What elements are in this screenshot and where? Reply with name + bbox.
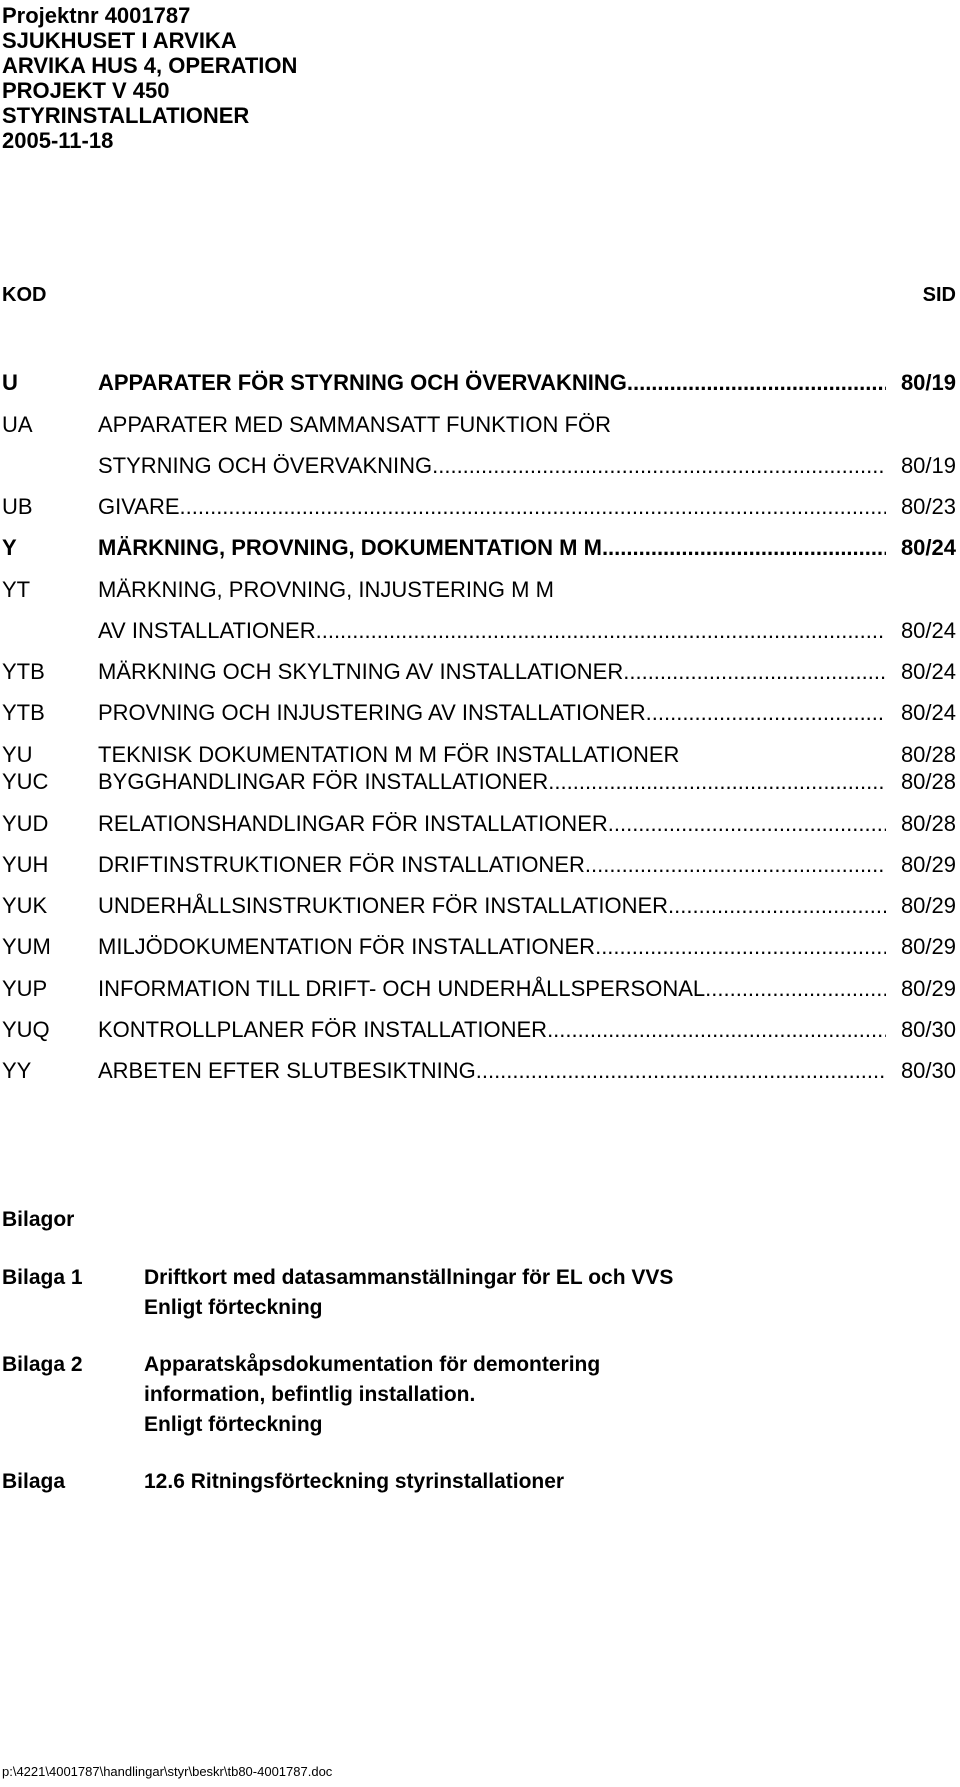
toc-code: YY bbox=[2, 1058, 32, 1083]
toc-row bbox=[0, 411, 956, 439]
toc-page: 80/19 bbox=[900, 370, 956, 395]
document-date: 2005-11-18 bbox=[2, 128, 114, 153]
toc-page: 80/29 bbox=[900, 852, 956, 877]
toc-page: 80/24 bbox=[900, 618, 956, 643]
toc-page: 80/19 bbox=[900, 453, 956, 478]
toc-row bbox=[0, 1016, 956, 1044]
toc-title: TEKNISK DOKUMENTATION M M FÖR INSTALLATIONER bbox=[98, 742, 680, 767]
document-header bbox=[2, 3, 297, 153]
toc-title: BYGGHANDLINGAR FÖR INSTALLATIONER ..... bbox=[98, 768, 886, 796]
toc-code: YTB bbox=[2, 659, 45, 684]
toc-code: YUP bbox=[2, 976, 48, 1001]
toc-page: 80/30 bbox=[900, 1017, 956, 1042]
toc-row bbox=[0, 1057, 956, 1085]
toc-row bbox=[0, 768, 956, 796]
toc-page: 80/30 bbox=[900, 1058, 956, 1083]
toc-page: 80/29 bbox=[900, 893, 956, 918]
page-column-header: SID bbox=[922, 284, 956, 306]
toc-page: 80/29 bbox=[900, 934, 956, 959]
attachment-line: information, befintlig installation. bbox=[144, 1383, 476, 1406]
toc-title: MÄRKNING, PROVNING, INJUSTERING M M bbox=[98, 577, 554, 602]
toc-title: UNDERHÅLLSINSTRUKTIONER FÖR INSTALLATIONER ..... bbox=[98, 892, 886, 920]
building-name: ARVIKA HUS 4, OPERATION bbox=[2, 53, 298, 78]
toc-page: 80/29 bbox=[900, 976, 956, 1001]
toc-title: ARBETEN EFTER SLUTBESIKTNING ..... bbox=[98, 1057, 886, 1085]
toc-row bbox=[0, 493, 956, 521]
toc-code: YUM bbox=[2, 934, 51, 959]
toc-row bbox=[0, 933, 956, 961]
toc-code: U bbox=[2, 370, 18, 395]
attachments-heading: Bilagor bbox=[2, 1208, 75, 1231]
toc-row bbox=[0, 534, 956, 562]
attachment-description bbox=[144, 1467, 564, 1497]
toc-title: DRIFTINSTRUKTIONER FÖR INSTALLATIONER ..... bbox=[98, 851, 886, 879]
toc-title: RELATIONSHANDLINGAR FÖR INSTALLATIONER ..... bbox=[98, 810, 886, 838]
toc-row bbox=[0, 369, 956, 397]
toc-row bbox=[0, 851, 956, 879]
attachment-label: Bilaga 2 bbox=[2, 1353, 83, 1376]
toc-code: YUH bbox=[2, 852, 49, 877]
toc-code: YUC bbox=[2, 769, 49, 794]
attachment-label: Bilaga 1 bbox=[2, 1266, 83, 1289]
toc-row bbox=[0, 452, 956, 480]
toc-row bbox=[0, 617, 956, 645]
toc-row bbox=[0, 658, 956, 686]
toc-row bbox=[0, 741, 956, 769]
toc-row bbox=[0, 810, 956, 838]
attachment-description bbox=[144, 1350, 600, 1440]
toc-title: MILJÖDOKUMENTATION FÖR INSTALLATIONER ..... bbox=[98, 933, 886, 961]
toc-title: KONTROLLPLANER FÖR INSTALLATIONER ..... bbox=[98, 1016, 886, 1044]
toc-column-headers bbox=[2, 283, 956, 307]
toc-title: APPARATER FÖR STYRNING OCH ÖVERVAKNING ..... bbox=[98, 369, 886, 397]
toc-page: 80/24 bbox=[900, 700, 956, 725]
project-number: Projektnr 4001787 bbox=[2, 3, 191, 28]
toc-page: 80/28 bbox=[900, 742, 956, 767]
attachment-line: Driftkort med datasammanställningar för EL och VVS bbox=[144, 1266, 674, 1289]
toc-page: 80/28 bbox=[900, 769, 956, 794]
toc-code: YUK bbox=[2, 893, 48, 918]
toc-title: STYRNING OCH ÖVERVAKNING ..... bbox=[98, 452, 886, 480]
toc-title: APPARATER MED SAMMANSATT FUNKTION FÖR bbox=[98, 412, 611, 437]
toc-page: 80/24 bbox=[900, 659, 956, 684]
attachment-line: Enligt förteckning bbox=[144, 1296, 323, 1319]
toc-row bbox=[0, 975, 956, 1003]
toc-page: 80/28 bbox=[900, 811, 956, 836]
document-subject: STYRINSTALLATIONER bbox=[2, 103, 250, 128]
toc-code: YT bbox=[2, 577, 31, 602]
attachment-line: Enligt förteckning bbox=[144, 1413, 323, 1436]
toc-code: YU bbox=[2, 742, 33, 767]
project-code: PROJEKT V 450 bbox=[2, 78, 170, 103]
toc-code: YTB bbox=[2, 700, 45, 725]
toc-title: GIVARE ..... bbox=[98, 493, 886, 521]
toc-title: INFORMATION TILL DRIFT- OCH UNDERHÅLLSPERSONAL ..... bbox=[98, 975, 886, 1003]
toc-code: UA bbox=[2, 412, 33, 437]
toc-title: MÄRKNING, PROVNING, DOKUMENTATION M M ..... bbox=[98, 534, 886, 562]
toc-title: AV INSTALLATIONER ..... bbox=[98, 617, 886, 645]
attachment-line: 12.6 Ritningsförteckning styrinstallationer bbox=[144, 1470, 565, 1493]
toc-code: YUQ bbox=[2, 1017, 50, 1042]
attachment-description bbox=[144, 1263, 673, 1323]
toc-title: MÄRKNING OCH SKYLTNING AV INSTALLATIONER ..... bbox=[98, 658, 886, 686]
toc-code: YUD bbox=[2, 811, 49, 836]
code-column-header: KOD bbox=[2, 284, 47, 306]
toc-row bbox=[0, 576, 956, 604]
hospital-name: SJUKHUSET I ARVIKA bbox=[2, 28, 237, 53]
toc-row bbox=[0, 699, 956, 727]
toc-code: Y bbox=[2, 535, 17, 560]
attachment-line: Apparatskåpsdokumentation för demontering bbox=[144, 1353, 601, 1376]
toc-code: UB bbox=[2, 494, 33, 519]
file-path-footer: p:\4221\4001787\handlingar\styr\beskr\tb80-4001787.doc bbox=[2, 1764, 333, 1779]
attachment-label: Bilaga bbox=[2, 1470, 66, 1493]
toc-page: 80/23 bbox=[900, 494, 956, 519]
toc-page: 80/24 bbox=[900, 535, 956, 560]
toc-title: PROVNING OCH INJUSTERING AV INSTALLATIONER ..... bbox=[98, 699, 886, 727]
toc-row bbox=[0, 892, 956, 920]
